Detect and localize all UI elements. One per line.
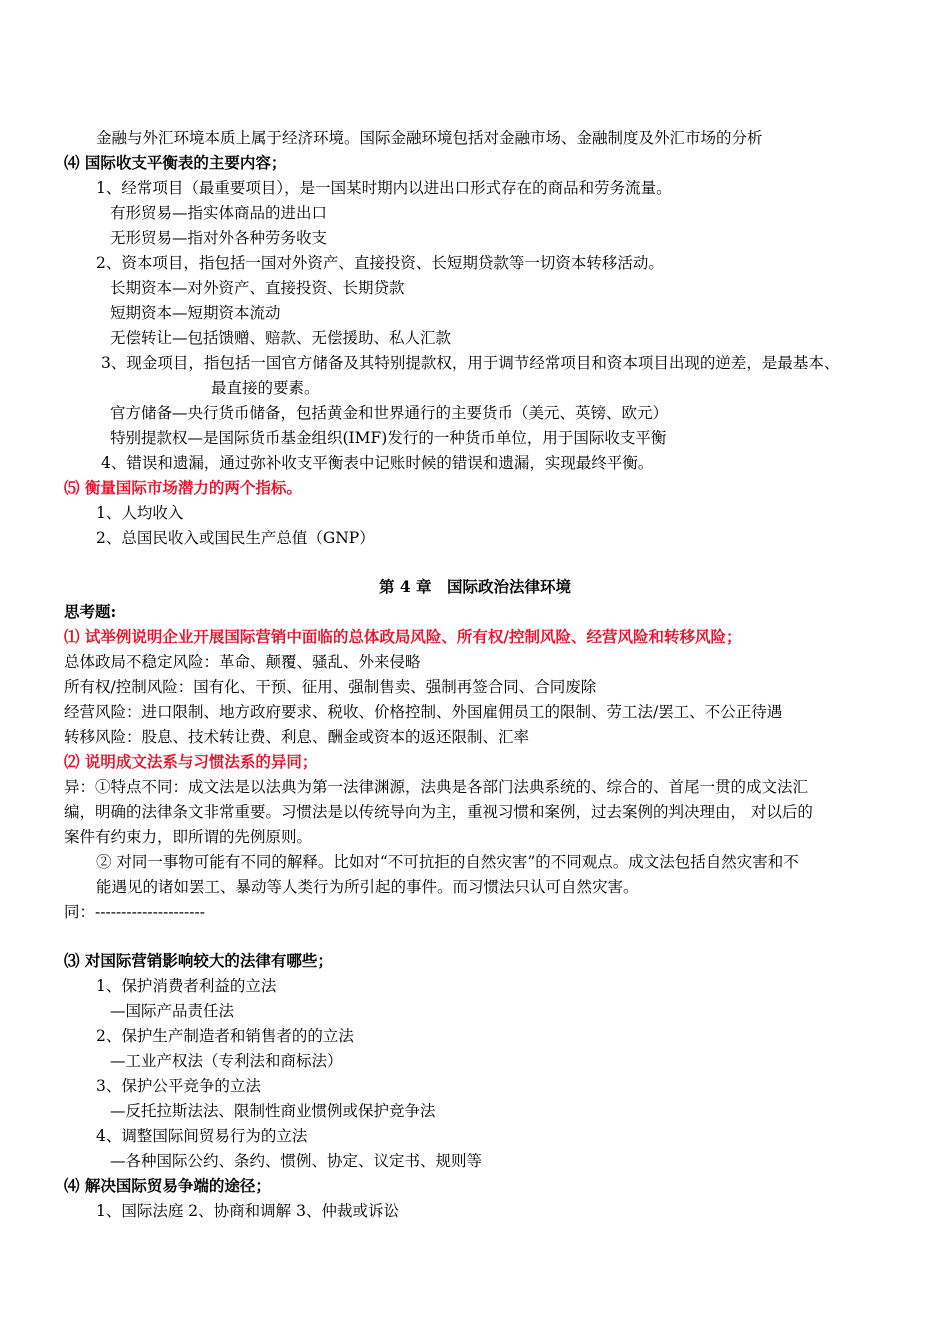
law-item-4-detail: —各种国际公约、条约、惯例、协定、议定书、规则等 <box>110 1152 483 1170</box>
bop-item-3-line1: 3、现金项目，指包括一国官方储备及其特别提款权，用于调节经常项目和资本项目出现的逆差，是最基本、 <box>101 354 840 372</box>
law-diff-line-1: 异：①特点不同：成文法是以法典为第一法律渊源，法典是各部门法典系统的、综合的、首尾一贯的成文法汇 <box>64 778 809 796</box>
law-item-2: 2、保护生产制造者和销售者的的立法 <box>96 1027 354 1045</box>
bop-item-1b: 无形贸易—指对外各种劳务收支 <box>110 229 328 247</box>
bop-item-2: 2、资本项目，指包括一国对外资产、直接投资、长短期贷款等一切资本转移活动。 <box>96 254 664 272</box>
question-heading-risks: ⑴ 试举例说明企业开展国际营销中面临的总体政局风险、所有权/控制风险、经营风险和转移风险； <box>64 627 742 646</box>
question-heading-disputes: ⑷ 解决国际贸易争端的途径； <box>64 1176 271 1195</box>
bop-item-1: 1、经常项目（最重要项目），是一国某时期内以进出口形式存在的商品和劳务流量。 <box>96 179 672 197</box>
bop-item-3a: 官方储备—央行货币储备，包括黄金和世界通行的主要货币（美元、英镑、欧元） <box>110 404 669 422</box>
law-item-4: 4、调整国际间贸易行为的立法 <box>96 1127 308 1145</box>
question-heading-bop: ⑷ 国际收支平衡表的主要内容； <box>64 153 287 172</box>
law-item-2-detail: —工业产权法（专利法和商标法） <box>110 1052 343 1070</box>
bop-item-1a: 有形贸易—指实体商品的进出口 <box>110 204 328 222</box>
law-same-line: 同：--------------------- <box>64 903 205 921</box>
market-potential-item-1: 1、人均收入 <box>96 504 184 522</box>
chapter-title: 第 4 章 国际政治法律环境 <box>378 577 572 596</box>
bop-item-3-line2: 最直接的要素。 <box>211 379 320 397</box>
law-diff-line-4: ② 对同一事物可能有不同的解释。比如对“不可抗拒的自然灾害”的不同观点。成文法包括自然灾害和不 <box>96 853 799 871</box>
bop-item-3b: 特别提款权—是国际货币基金组织(IMF)发行的一种货币单位，用于国际收支平衡 <box>110 429 667 447</box>
bop-item-2c: 无偿转让—包括馈赠、赔款、无偿援助、私人汇款 <box>110 329 452 347</box>
law-item-3-detail: —反托拉斯法法、限制性商业惯例或保护竞争法 <box>110 1102 436 1120</box>
dispute-methods-line: 1、国际法庭 2、协商和调解 3、仲裁或诉讼 <box>96 1202 399 1220</box>
section-intro-text: 金融与外汇环境本质上属于经济环境。国际金融环境包括对金融市场、金融制度及外汇市场的分析 <box>96 129 763 147</box>
market-potential-item-2: 2、总国民收入或国民生产总值（GNP） <box>96 529 375 547</box>
question-heading-law-systems: ⑵ 说明成文法系与习惯法系的异同； <box>64 752 318 771</box>
law-diff-line-3: 案件有约束力，即所谓的先例原则。 <box>64 828 313 846</box>
law-item-1: 1、保护消费者利益的立法 <box>96 977 277 995</box>
question-heading-market-potential: ⑸ 衡量国际市场潜力的两个指标。 <box>64 478 302 497</box>
bop-item-2a: 长期资本—对外资产、直接投资、长期贷款 <box>110 279 405 297</box>
question-heading-laws: ⑶ 对国际营销影响较大的法律有哪些； <box>64 951 333 970</box>
law-item-3: 3、保护公平竞争的立法 <box>96 1077 261 1095</box>
risk-line-transfer: 转移风险：股息、技术转让费、利息、酬金或资本的返还限制、汇率 <box>64 728 530 746</box>
bop-item-2b: 短期资本—短期资本流动 <box>110 304 281 322</box>
risk-line-political: 总体政局不稳定风险：革命、颠覆、骚乱、外来侵略 <box>64 653 421 671</box>
bop-item-4: 4、错误和遗漏，通过弥补收支平衡表中记账时候的错误和遗漏，实现最终平衡。 <box>101 454 654 472</box>
law-item-1-detail: —国际产品责任法 <box>110 1002 235 1020</box>
law-diff-line-2: 编，明确的法律条文非常重要。习惯法是以传统导向为主，重视习惯和案例，过去案例的判决理由， 对以后的 <box>64 803 813 821</box>
law-diff-line-5: 能遇见的诸如罢工、暴动等人类行为所引起的事件。而习惯法只认可自然灾害。 <box>96 878 639 896</box>
thinking-questions-label: 思考题: <box>64 602 117 621</box>
risk-line-operation: 经营风险：进口限制、地方政府要求、税收、价格控制、外国雇佣员工的限制、劳工法/罢工、不公正待遇 <box>64 703 783 721</box>
risk-line-ownership: 所有权/控制风险：国有化、干预、征用、强制售卖、强制再签合同、合同废除 <box>64 678 597 696</box>
